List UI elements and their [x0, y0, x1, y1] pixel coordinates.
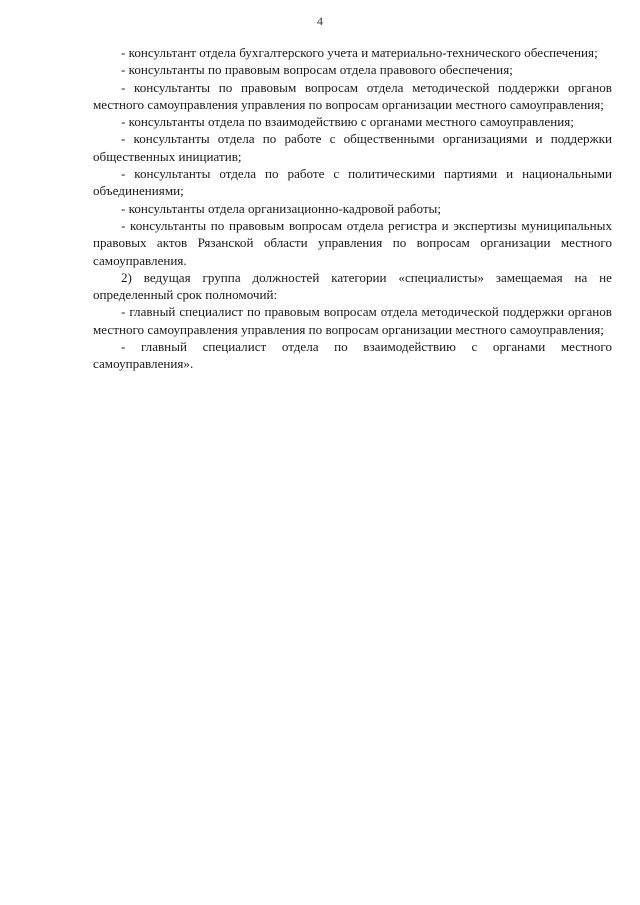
document-body	[93, 44, 612, 373]
list-item: - консультанты по правовым вопросам отдела методической поддержки органов местного самоуправления управления по вопросам организации местного самоуправления;	[93, 79, 612, 112]
list-item: - консультанты отдела по работе с политическими партиями и национальными объединениями;	[93, 166, 612, 199]
page-number: 4	[317, 14, 323, 28]
section-heading-item: 2) ведущая группа должностей категории «специалисты» замещаемая на не определенный срок полномочий:	[93, 269, 612, 303]
list-item: - консультанты отдела по работе с общественными организациями и поддержки общественных инициатив;	[93, 131, 612, 164]
list-item: - консультант отдела бухгалтерского учета и материально-технического обеспечения;	[121, 45, 598, 60]
list-item: - консультанты отдела организационно-кадровой работы;	[121, 200, 441, 216]
list-item: - главный специалист отдела по взаимодействию с органами местного самоуправления».	[93, 339, 612, 372]
list-item: - консультанты отдела по взаимодействию с органами местного самоуправления;	[121, 114, 574, 130]
list-item: - главный специалист по правовым вопросам отдела методической поддержки органов местного самоуправления управления по вопросам организации местного самоуправления;	[93, 304, 612, 337]
list-item: - консультанты по правовым вопросам отдела правового обеспечения;	[121, 62, 513, 78]
list-item: - консультанты по правовым вопросам отдела регистра и экспертизы муниципальных правовых актов Рязанской области управления по вопросам организации местного самоуправления.	[93, 217, 612, 268]
